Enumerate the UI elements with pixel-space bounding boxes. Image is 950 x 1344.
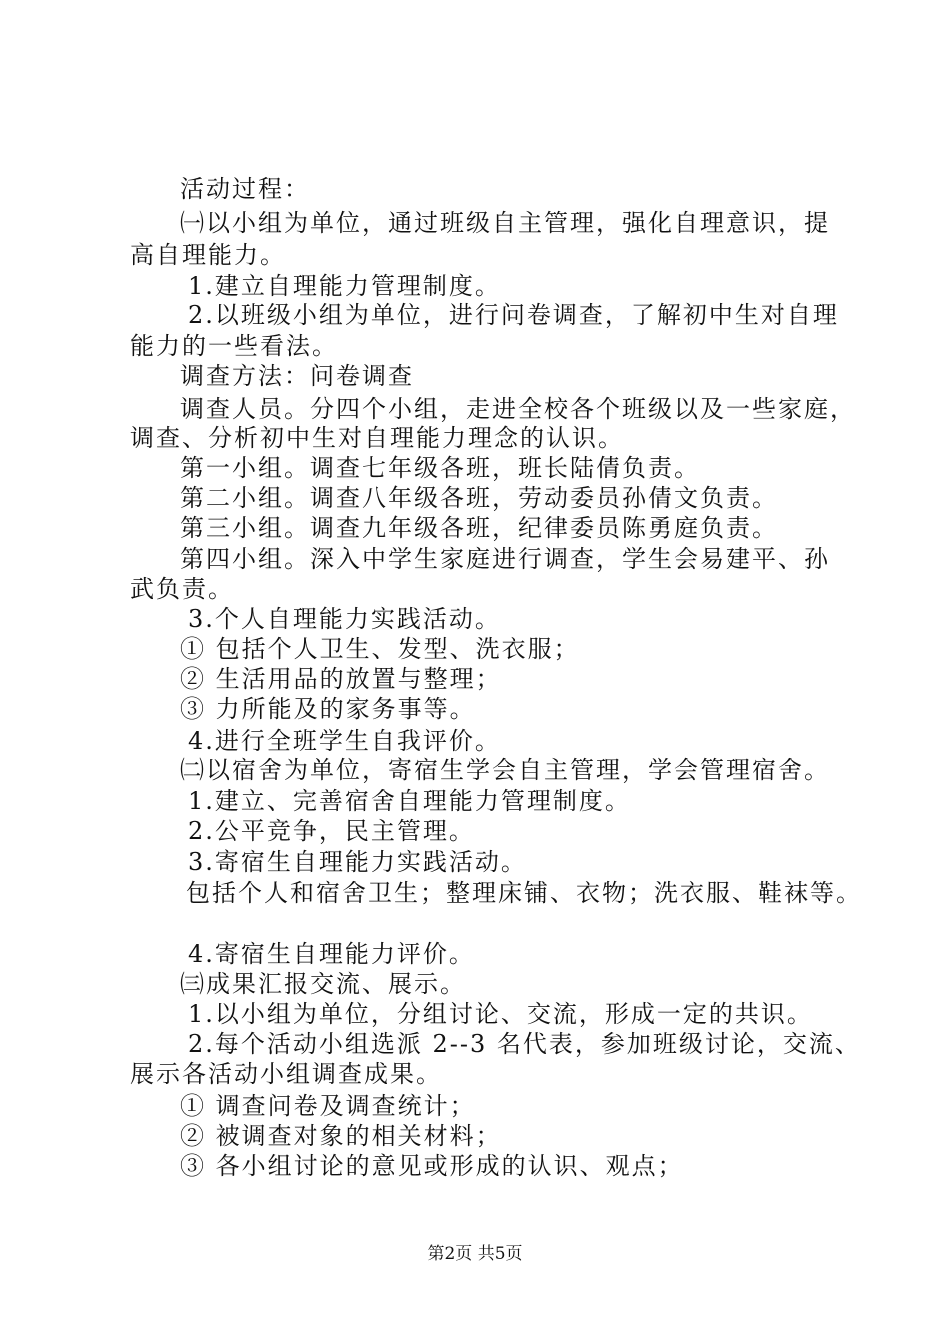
- paragraph-line: ㈡以宿舍为单位，寄宿生学会自主管理，学会管理宿舍。: [180, 756, 830, 784]
- paragraph-line: 第四小组。深入中学生家庭进行调查，学生会易建平、孙: [180, 545, 830, 573]
- page-footer: 第2页 共5页: [427, 1244, 523, 1264]
- paragraph-line: 1.建立、完善宿舍自理能力管理制度。: [188, 787, 631, 815]
- paragraph-line: 2.公平竞争，民主管理。: [188, 817, 475, 845]
- paragraph-line: 调查方法：问卷调查: [180, 362, 414, 390]
- paragraph-line: 1.以小组为单位，分组讨论、交流，形成一定的共识。: [188, 1000, 813, 1028]
- paragraph-line: 4.寄宿生自理能力评价。: [188, 940, 475, 968]
- paragraph-line: 包括个人和宿舍卫生；整理床铺、衣物；洗衣服、鞋袜等。: [186, 879, 862, 907]
- paragraph-line: ① 调查问卷及调查统计；: [180, 1092, 476, 1120]
- paragraph-line: ② 生活用品的放置与整理；: [180, 665, 502, 693]
- paragraph-line: ㈢成果汇报交流、展示。: [180, 970, 466, 998]
- paragraph-line: 展示各活动小组调查成果。: [130, 1060, 442, 1088]
- paragraph-line: ① 包括个人卫生、发型、洗衣服；: [180, 635, 580, 663]
- paragraph-line: 高自理能力。: [130, 241, 286, 269]
- paragraph-line: 第三小组。调查九年级各班，纪律委员陈勇庭负责。: [180, 514, 778, 542]
- paragraph-line: 活动过程：: [180, 175, 310, 203]
- paragraph-line: 第二小组。调查八年级各班，劳动委员孙倩文负责。: [180, 484, 778, 512]
- paragraph-line: ③ 各小组讨论的意见或形成的认识、观点；: [180, 1152, 684, 1180]
- paragraph-line: ㈠以小组为单位，通过班级自主管理，强化自理意识，提: [180, 209, 830, 237]
- paragraph-line: 2.每个活动小组选派 2--3 名代表，参加班级讨论，交流、: [188, 1030, 861, 1058]
- paragraph-line: 能力的一些看法。: [130, 332, 338, 360]
- paragraph-line: 1.建立自理能力管理制度。: [188, 272, 501, 300]
- paragraph-line: ③ 力所能及的家务事等。: [180, 695, 476, 723]
- paragraph-line: 第一小组。调查七年级各班，班长陆倩负责。: [180, 454, 700, 482]
- paragraph-line: 调查、分析初中生对自理能力理念的认识。: [130, 424, 624, 452]
- paragraph-line: 武负责。: [130, 575, 234, 603]
- paragraph-line: 4.进行全班学生自我评价。: [188, 727, 501, 755]
- paragraph-line: ② 被调查对象的相关材料；: [180, 1122, 502, 1150]
- paragraph-line: 3.个人自理能力实践活动。: [188, 605, 501, 633]
- paragraph-line: 调查人员。分四个小组，走进全校各个班级以及一些家庭，: [180, 395, 856, 423]
- paragraph-line: 2.以班级小组为单位，进行问卷调查，了解初中生对自理: [188, 301, 839, 329]
- paragraph-line: 3.寄宿生自理能力实践活动。: [188, 848, 527, 876]
